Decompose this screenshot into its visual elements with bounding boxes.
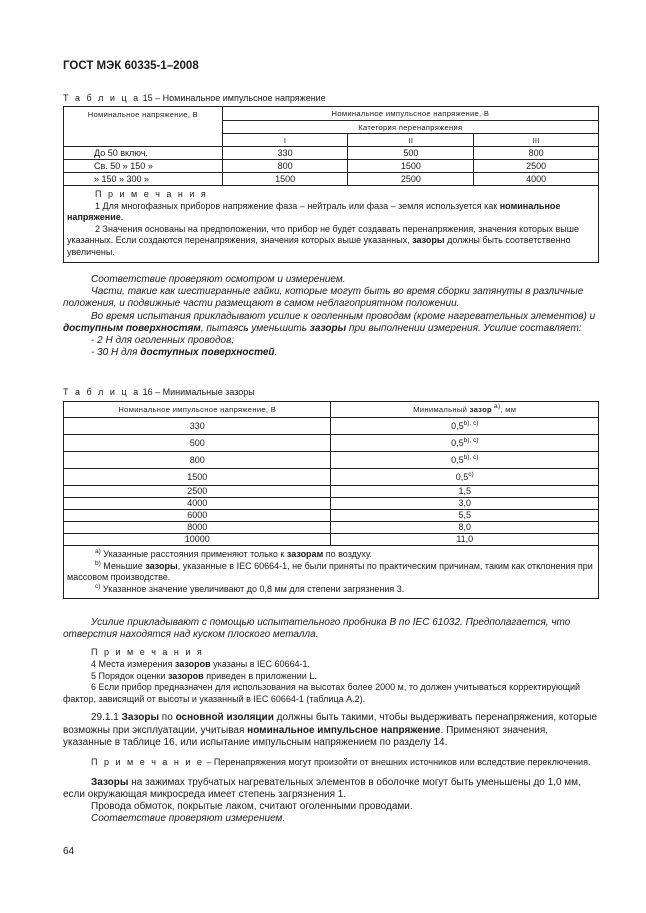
page-number: 64 bbox=[63, 846, 75, 857]
table15-note-2 bbox=[67, 224, 595, 259]
paragraph: Усилие прикладывают с помощью испытательного пробника В по IEC 61032. Предполагается, что отверстия находятся над куском плоского металла. bbox=[63, 617, 571, 641]
table16-col1-header: Номинальное импульсное напряжение, В bbox=[64, 402, 331, 418]
table-row bbox=[64, 486, 599, 498]
table16-caption bbox=[63, 387, 255, 397]
note-text: 2 Значения основаны на предположении, что прибор не будет создавать перенапряжения, значения которых выше указанных. Если создаются перенапряжения, значения которых выше указанных, bbox=[67, 223, 579, 246]
table15-category: I bbox=[222, 134, 348, 147]
table16-clearance bbox=[331, 534, 599, 546]
table16-clearance bbox=[331, 469, 599, 486]
table15-cell: 1500 bbox=[348, 160, 474, 173]
clearance-value: 0,5 bbox=[451, 420, 464, 431]
table16-clearance bbox=[331, 435, 599, 452]
clearance-value: 0,5 bbox=[451, 437, 464, 448]
note-4 bbox=[63, 659, 599, 671]
text-span: - 30 Н для bbox=[91, 347, 141, 359]
table-row bbox=[64, 173, 599, 186]
clearance-value: 1,5 bbox=[458, 486, 471, 496]
table15-voltage: » 150 » 300 » bbox=[64, 173, 223, 186]
table16-clearance bbox=[331, 486, 599, 498]
term: Зазоры bbox=[121, 712, 160, 724]
text-span: . bbox=[274, 347, 278, 359]
table-row bbox=[64, 418, 599, 435]
paragraph bbox=[63, 311, 599, 335]
footnote-text: Меньшие bbox=[100, 560, 146, 571]
table-row bbox=[64, 160, 599, 173]
note-overvoltage bbox=[63, 757, 599, 769]
clearance-text bbox=[63, 617, 599, 825]
list-item bbox=[63, 347, 599, 359]
footnote-term: зазорам bbox=[286, 549, 324, 559]
table16-voltage: 330 bbox=[64, 418, 331, 435]
footnote-b bbox=[67, 561, 595, 584]
table16-clearance bbox=[331, 498, 599, 510]
term: основной изоляции bbox=[175, 712, 274, 724]
note-text: . bbox=[120, 212, 124, 223]
footnote-mark: a) bbox=[95, 548, 101, 555]
text-span: на зажимах трубчатых нагревательных элементов в оболочке могут быть уменьшены до 1,0 мм, если окружающая микросреда имеет степень загрязнения 1. bbox=[63, 776, 581, 800]
clause-number: 29.1.1 bbox=[91, 712, 122, 724]
table15-caption bbox=[63, 93, 326, 103]
table-row bbox=[64, 498, 599, 510]
table15-notes-title: П р и м е ч а н и я bbox=[95, 189, 208, 199]
clearance-value: 3,0 bbox=[458, 498, 471, 508]
clearance-value: 0,5 bbox=[455, 471, 469, 482]
footnote-text: Указанное значение увеличивают до 0,8 мм для степени загрязнения 3. bbox=[100, 583, 405, 594]
table16-voltage: 1500 bbox=[64, 469, 331, 486]
table15-col1-header: Номинальное напряжение, В bbox=[64, 107, 223, 147]
table15-voltage: До 50 включ. bbox=[64, 147, 223, 160]
table16-footnotes bbox=[64, 546, 599, 599]
text-span: должны быть такими, чтобы выдерживать перенапряжения, которые возможны при эксплуатации, учитывая bbox=[63, 712, 598, 736]
clearance-value: 5,5 bbox=[458, 510, 471, 520]
table16-voltage: 800 bbox=[64, 452, 331, 469]
table16-clearance bbox=[331, 522, 599, 534]
table15-category: II bbox=[348, 134, 474, 147]
table15-cell: 2500 bbox=[474, 160, 599, 173]
footnote-term: зазоры bbox=[145, 560, 178, 571]
term: Зазоры bbox=[91, 776, 129, 788]
table15-note-1 bbox=[67, 201, 595, 224]
note-text: 5 Порядок оценки bbox=[91, 670, 168, 681]
text-span: при выполнении измерения. Усилие составляет: bbox=[346, 322, 582, 334]
table16-clearance bbox=[331, 418, 599, 435]
table-row bbox=[64, 435, 599, 452]
note-term: зазоры bbox=[412, 235, 445, 246]
table16-caption-label: Т а б л и ц а bbox=[63, 387, 141, 397]
text-span: , пытаясь уменьшить bbox=[200, 322, 310, 334]
footnote-a bbox=[67, 549, 595, 561]
term: номинальное импульсное напряжение bbox=[247, 724, 441, 736]
note-text: приведен в приложении L. bbox=[203, 670, 317, 681]
table15-cell: 2500 bbox=[348, 173, 474, 186]
table15-cell: 500 bbox=[348, 147, 474, 160]
note-6: 6 Если прибор предназначен для использования на высотах более 2000 м, то должен учитываться корректирующий фактор, зависящий от высоты и указанный в IEC 60664-1 (таблица А.2). bbox=[63, 682, 581, 704]
text-span: . Применяют значения, указанные в таблице 16, или испытание импульсным напряжением по разделу 14. bbox=[63, 724, 549, 748]
header-term: зазор bbox=[469, 405, 492, 414]
footnote-mark: b) bbox=[95, 559, 101, 567]
table16-voltage: 10000 bbox=[64, 534, 331, 546]
footnote-c bbox=[67, 584, 595, 596]
table16-voltage: 500 bbox=[64, 435, 331, 452]
footnote-text: , указанные в IEC 60664-1, не были приняты по практическим причинам, таким как отклонения при массовом производстве. bbox=[67, 560, 593, 583]
note-term: номинальное напряжение bbox=[67, 200, 561, 223]
table16-clearance bbox=[331, 510, 599, 522]
header-text: Минимальный bbox=[413, 405, 470, 414]
table-row bbox=[64, 147, 599, 160]
notes-title: П р и м е ч а н и я bbox=[91, 647, 204, 658]
table15-caption-label: Т а б л и ц а bbox=[63, 93, 141, 103]
table16-clearance bbox=[331, 452, 599, 469]
paragraph: Части, такие как шестигранные гайки, которые могут быть во время сборки затянуты в различные положения, и подвижные части размещают в самом неблагоприятном положении. bbox=[63, 286, 584, 310]
table16-voltage: 8000 bbox=[64, 522, 331, 534]
table16-voltage: 6000 bbox=[64, 510, 331, 522]
table15 bbox=[63, 106, 599, 263]
clause-29-1-1 bbox=[63, 712, 599, 749]
paragraph-wires: Провода обмоток, покрытые лаком, считают оголенными проводами. bbox=[91, 800, 413, 812]
compliance-text-1 bbox=[63, 274, 599, 359]
footnote-text: Указанные расстояния применяют только к bbox=[100, 549, 287, 559]
note-text: 1 Для многофазных приборов напряжение фаза – нейтраль или фаза – земля используется как bbox=[95, 200, 500, 211]
text-span: Во время испытания прикладывают усилие к оголенным проводам (кроме нагревательных элементов) и bbox=[91, 310, 596, 322]
table15-caption-text: 15 – Номинальное импульсное напряжение bbox=[140, 93, 326, 103]
note-text: – Перенапряжения могут произойти от внешних источников или вследствие переключения. bbox=[203, 756, 591, 767]
header-text: , мм bbox=[500, 405, 517, 414]
note-term: зазоров bbox=[174, 659, 211, 669]
term: зазоры bbox=[309, 322, 347, 334]
footnote-ref: a) bbox=[491, 403, 501, 410]
table15-notes bbox=[64, 186, 599, 263]
paragraph-check: Соответствие проверяют измерением. bbox=[91, 813, 286, 825]
note-text: должны быть соответственно увеличены. bbox=[67, 235, 571, 257]
table15-subheader: Категория перенапряжения bbox=[222, 121, 598, 134]
notes-block bbox=[63, 647, 599, 705]
note-text: 4 Места измерения bbox=[91, 659, 175, 669]
clearance-value: 11,0 bbox=[456, 534, 474, 544]
clearance-value: 0,5 bbox=[451, 454, 464, 465]
table15-col2-header: Номинальное импульсное напряжение, В bbox=[222, 107, 598, 121]
standard-header: ГОСТ МЭК 60335-1–2008 bbox=[63, 60, 199, 72]
note-5 bbox=[63, 671, 599, 683]
list-item: - 2 Н для оголенных проводов; bbox=[91, 335, 235, 347]
footnote-ref: b), c) bbox=[463, 436, 479, 444]
table-row bbox=[64, 452, 599, 469]
clearance-value: 8,0 bbox=[458, 522, 471, 532]
footnote-ref: b), c) bbox=[463, 453, 479, 461]
footnote-mark: c) bbox=[95, 582, 101, 590]
note-term: зазоров bbox=[167, 670, 204, 681]
table15-cell: 800 bbox=[222, 160, 348, 173]
table15-cell: 4000 bbox=[474, 173, 599, 186]
table15-cell: 330 bbox=[222, 147, 348, 160]
table15-cell: 1500 bbox=[222, 173, 348, 186]
table15-voltage: Св. 50 » 150 » bbox=[64, 160, 223, 173]
term: доступных поверхностей bbox=[140, 347, 275, 359]
note-label: П р и м е ч а н и е bbox=[91, 756, 204, 767]
table16 bbox=[63, 401, 599, 599]
table16-caption-text: 16 – Минимальные зазоры bbox=[140, 387, 255, 397]
table16-col2-header bbox=[331, 402, 599, 418]
table-row bbox=[64, 510, 599, 522]
paragraph: Соответствие проверяют осмотром и измерением. bbox=[91, 274, 346, 285]
table15-category: III bbox=[474, 134, 599, 147]
table-row bbox=[64, 522, 599, 534]
note-text: указаны в IEC 60664-1. bbox=[210, 659, 311, 669]
footnote-text: по воздуху. bbox=[323, 549, 372, 559]
text-span: по bbox=[159, 712, 176, 724]
table15-cell: 800 bbox=[474, 147, 599, 160]
term: доступным поверхностям bbox=[63, 322, 201, 334]
table16-voltage: 4000 bbox=[64, 498, 331, 510]
table-row bbox=[64, 534, 599, 546]
footnote-ref: c) bbox=[468, 470, 474, 478]
paragraph-heaters bbox=[63, 777, 599, 801]
table-row bbox=[64, 469, 599, 486]
footnote-ref: b), c) bbox=[463, 419, 479, 427]
table16-voltage: 2500 bbox=[64, 486, 331, 498]
